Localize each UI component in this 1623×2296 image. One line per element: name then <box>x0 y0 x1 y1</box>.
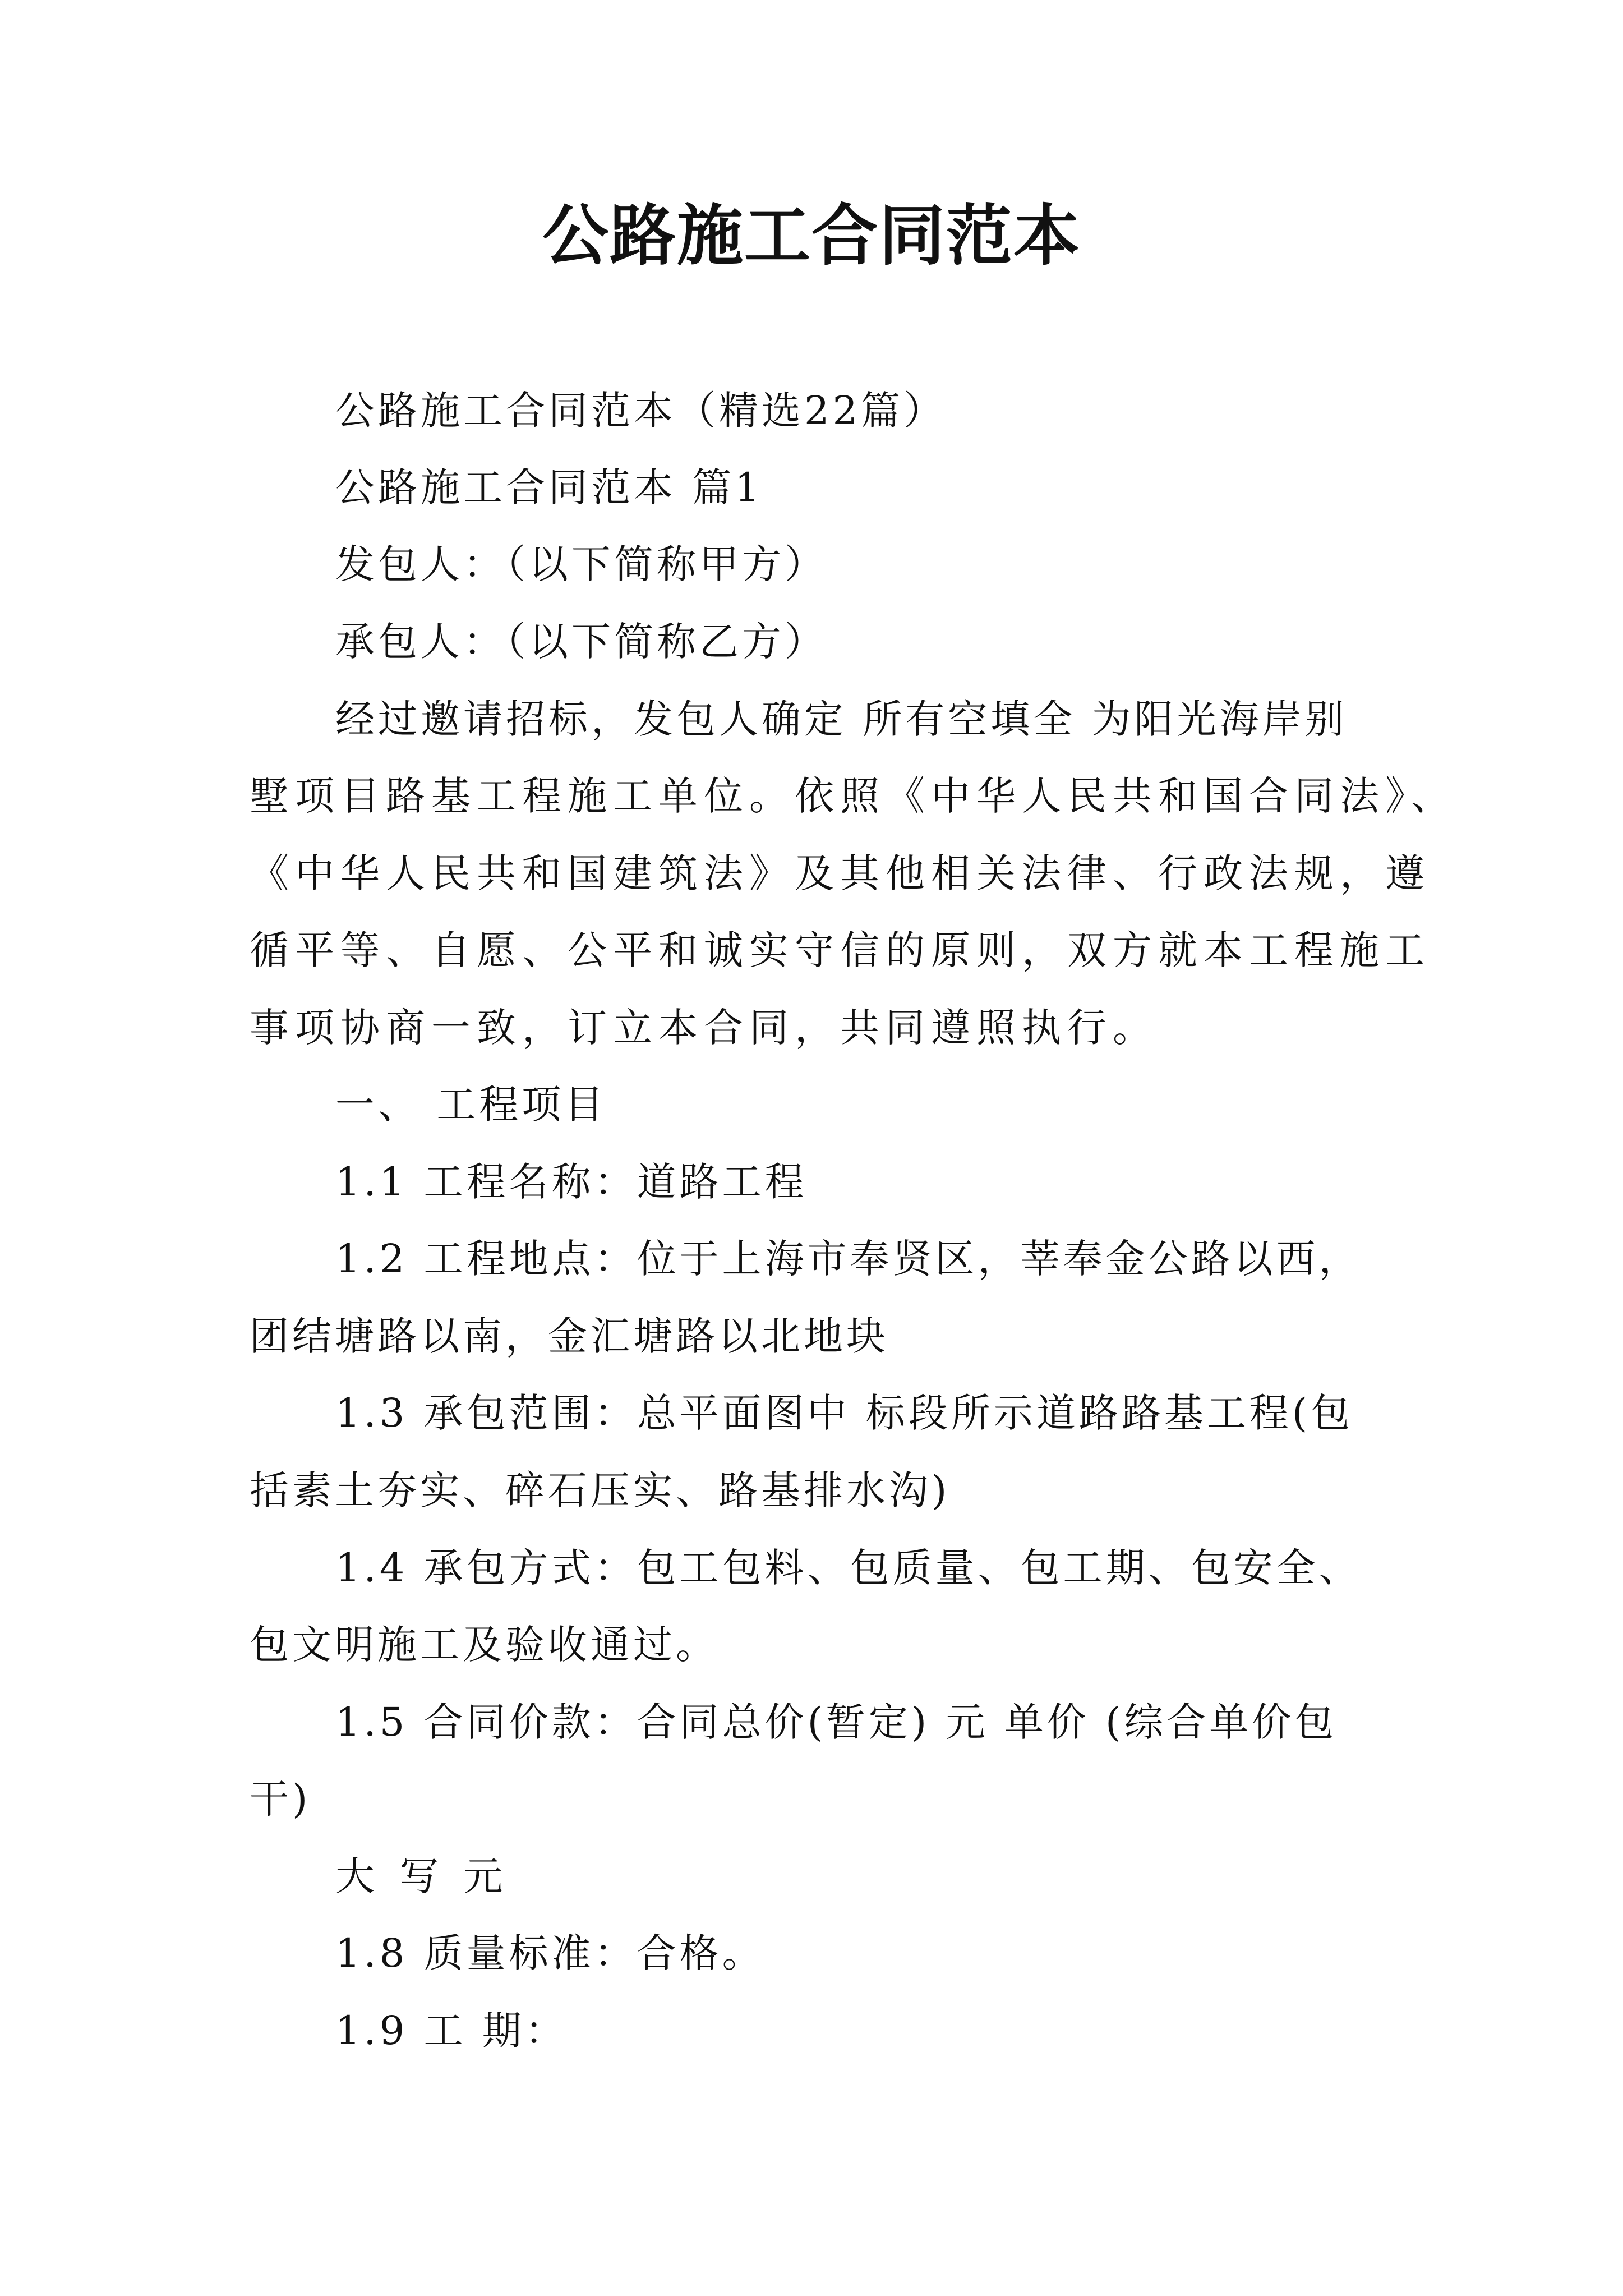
intro-paragraph-line: 循平等、自愿、公平和诚实守信的原则，双方就本工程施工 <box>250 927 1431 973</box>
clause-1-9: 1.9 工 期： <box>335 2008 568 2054</box>
part-one-heading: 一、 工程项目 <box>335 1082 607 1128</box>
clause-1-2-line: 1.2 工程地点：位于上海市奉贤区，莘奉金公路以西， <box>335 1236 1362 1282</box>
clause-1-4-line: 1.4 承包方式：包工包料、包质量、包工期、包安全、 <box>335 1545 1362 1591</box>
amount-in-words: 大 写 元 <box>335 1853 509 1899</box>
intro-paragraph-line: 墅项目路基工程施工单位。依照《中华人民共和国合同法》、 <box>250 773 1456 819</box>
intro-paragraph-line: 经过邀请招标，发包人确定 所有空填全 为阳光海岸别 <box>335 696 1348 742</box>
clause-1-5-line: 1.5 合同价款：合同总价(暂定) 元 单价 (综合单价包 <box>335 1699 1338 1745</box>
clause-1-8: 1.8 质量标准：合格。 <box>335 1930 765 1976</box>
clause-1-5-line: 干) <box>250 1776 311 1822</box>
intro-paragraph-line: 事项协商一致，订立本合同，共同遵照执行。 <box>250 1005 1158 1051</box>
clause-1-2-line: 团结塘路以南，金汇塘路以北地块 <box>250 1313 889 1359</box>
clause-1-3-line: 括素土夯实、碎石压实、路基排水沟) <box>250 1467 951 1513</box>
document-title: 公路施工合同范本 <box>542 196 1081 274</box>
clause-1-3-line: 1.3 承包范围：总平面图中 标段所示道路路基工程(包 <box>335 1390 1354 1436</box>
clause-1-1: 1.1 工程名称：道路工程 <box>335 1159 808 1205</box>
clause-1-4-line: 包文明施工及验收通过。 <box>250 1622 718 1668</box>
party-a-line: 发包人：（以下简称甲方） <box>335 541 827 587</box>
party-b-line: 承包人：（以下简称乙方） <box>335 619 827 665</box>
intro-paragraph-line: 《中华人民共和国建筑法》及其他相关法律、行政法规，遵 <box>250 850 1431 896</box>
section-heading: 公路施工合同范本 篇1 <box>335 464 763 510</box>
document-subtitle: 公路施工合同范本（精选22篇） <box>335 388 947 434</box>
